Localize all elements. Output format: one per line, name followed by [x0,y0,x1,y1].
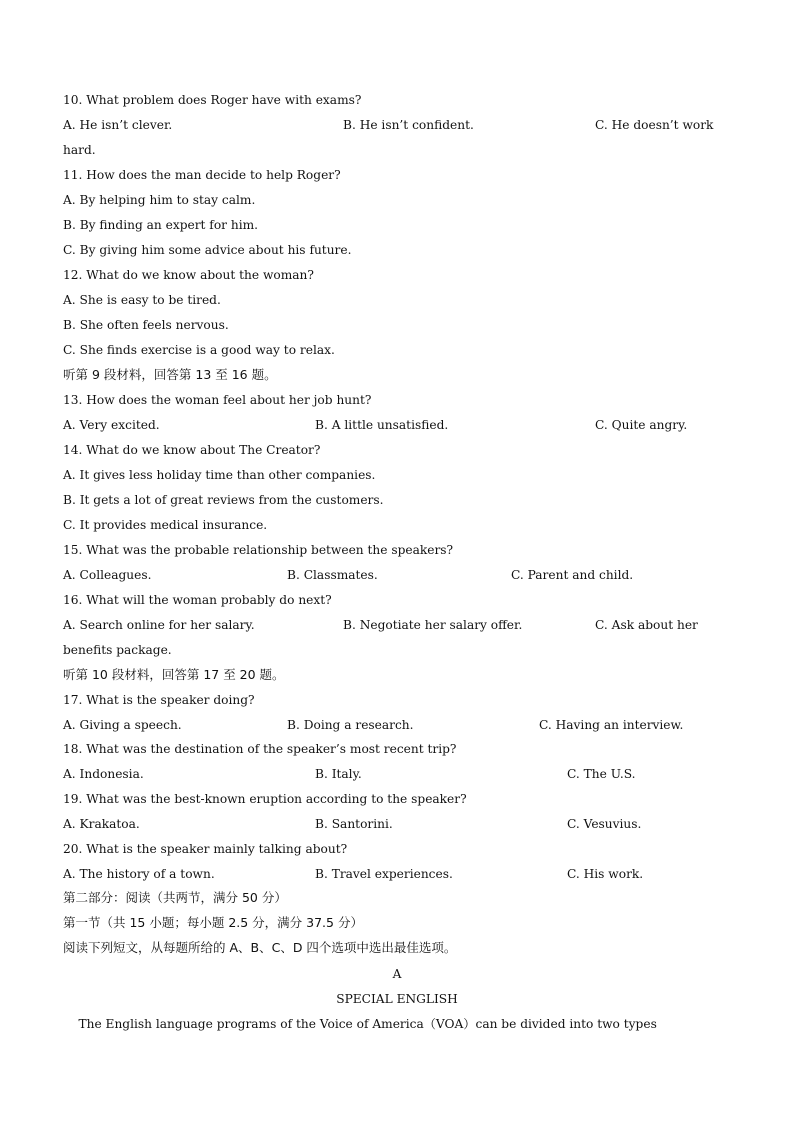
question-16-option-c: C. Ask about her [595,618,698,632]
question-17-option-a: A. Giving a speech. [63,718,182,732]
question-14-option-c: C. It provides medical insurance. [63,518,268,532]
question-10-option-a: A. He isn’t clever. [63,118,173,132]
question-20-option-a: A. The history of a town. [63,867,215,881]
question-12-option-b: B. She often feels nervous. [63,318,229,332]
question-15-option-b: B. Classmates. [287,568,378,582]
question-15-option-c: C. Parent and child. [511,568,634,582]
question-12-option-a: A. She is easy to be tired. [63,293,221,307]
question-20-stem: 20. What is the speaker mainly talking about? [63,842,348,856]
question-11-option-a: A. By helping him to stay calm. [63,193,256,207]
question-20-option-b: B. Travel experiences. [315,867,453,881]
question-20-option-c: C. His work. [567,867,644,881]
question-11-stem: 11. How does the man decide to help Roger? [63,168,341,182]
question-12-stem: 12. What do we know about the woman? [63,268,314,282]
question-16-stem: 16. What will the woman probably do next? [63,593,332,607]
question-19-option-b: B. Santorini. [315,817,393,831]
question-15-stem: 15. What was the probable relationship between the speakers? [63,543,454,557]
question-16-option-a: A. Search online for her salary. [63,618,255,632]
question-15-option-a: A. Colleagues. [63,568,152,582]
question-19-stem: 19. What was the best-known eruption according to the speaker? [63,792,467,806]
section-9-instruction: 听第 9 段材料，回答第 13 至 16 题。 [63,367,277,382]
question-11-option-b: B. By finding an expert for him. [63,218,259,232]
question-18-stem: 18. What was the destination of the speaker’s most recent trip? [63,742,457,756]
question-17-option-c: C. Having an interview. [539,718,684,732]
question-10-stem: 10. What problem does Roger have with exams? [63,93,362,107]
question-11-option-c: C. By giving him some advice about his future. [63,243,352,257]
question-14-option-a: A. It gives less holiday time than other companies. [63,468,376,482]
part-2-heading: 第二部分：阅读（共两节，满分 50 分） [63,890,287,905]
question-17-stem: 17. What is the speaker doing? [63,693,255,707]
question-18-option-a: A. Indonesia. [63,767,144,781]
question-13-option-a: A. Very excited. [63,418,160,432]
question-14-stem: 14. What do we know about The Creator? [63,443,321,457]
question-10-option-c-continuation: hard. [63,143,96,157]
question-18-option-c: C. The U.S. [567,767,636,781]
section-1-heading: 第一节（共 15 小题；每小题 2.5 分，满分 37.5 分） [63,915,363,930]
section-10-instruction: 听第 10 段材料，回答第 17 至 20 题。 [63,667,285,682]
question-17-option-b: B. Doing a research. [287,718,414,732]
reading-directions: 阅读下列短文，从每题所给的 A、B、C、D 四个选项中选出最佳选项。 [63,940,457,955]
question-19-option-c: C. Vesuvius. [567,817,642,831]
question-16-option-b: B. Negotiate her salary offer. [343,618,523,632]
passage-title: SPECIAL ENGLISH [336,992,458,1006]
question-18-option-b: B. Italy. [315,767,362,781]
question-10-option-c: C. He doesn’t work [595,118,714,132]
question-13-option-c: C. Quite angry. [595,418,688,432]
question-19-option-a: A. Krakatoa. [63,817,140,831]
passage-first-line: The English language programs of the Voice of America（VOA）can be divided into two types [63,1017,657,1031]
passage-letter: A [392,967,402,981]
question-13-option-b: B. A little unsatisfied. [315,418,449,432]
question-10-option-b: B. He isn’t confident. [343,118,474,132]
question-13-stem: 13. How does the woman feel about her job hunt? [63,393,372,407]
question-16-option-c-continuation: benefits package. [63,643,172,657]
question-12-option-c: C. She finds exercise is a good way to relax. [63,343,335,357]
question-14-option-b: B. It gets a lot of great reviews from the customers. [63,493,384,507]
